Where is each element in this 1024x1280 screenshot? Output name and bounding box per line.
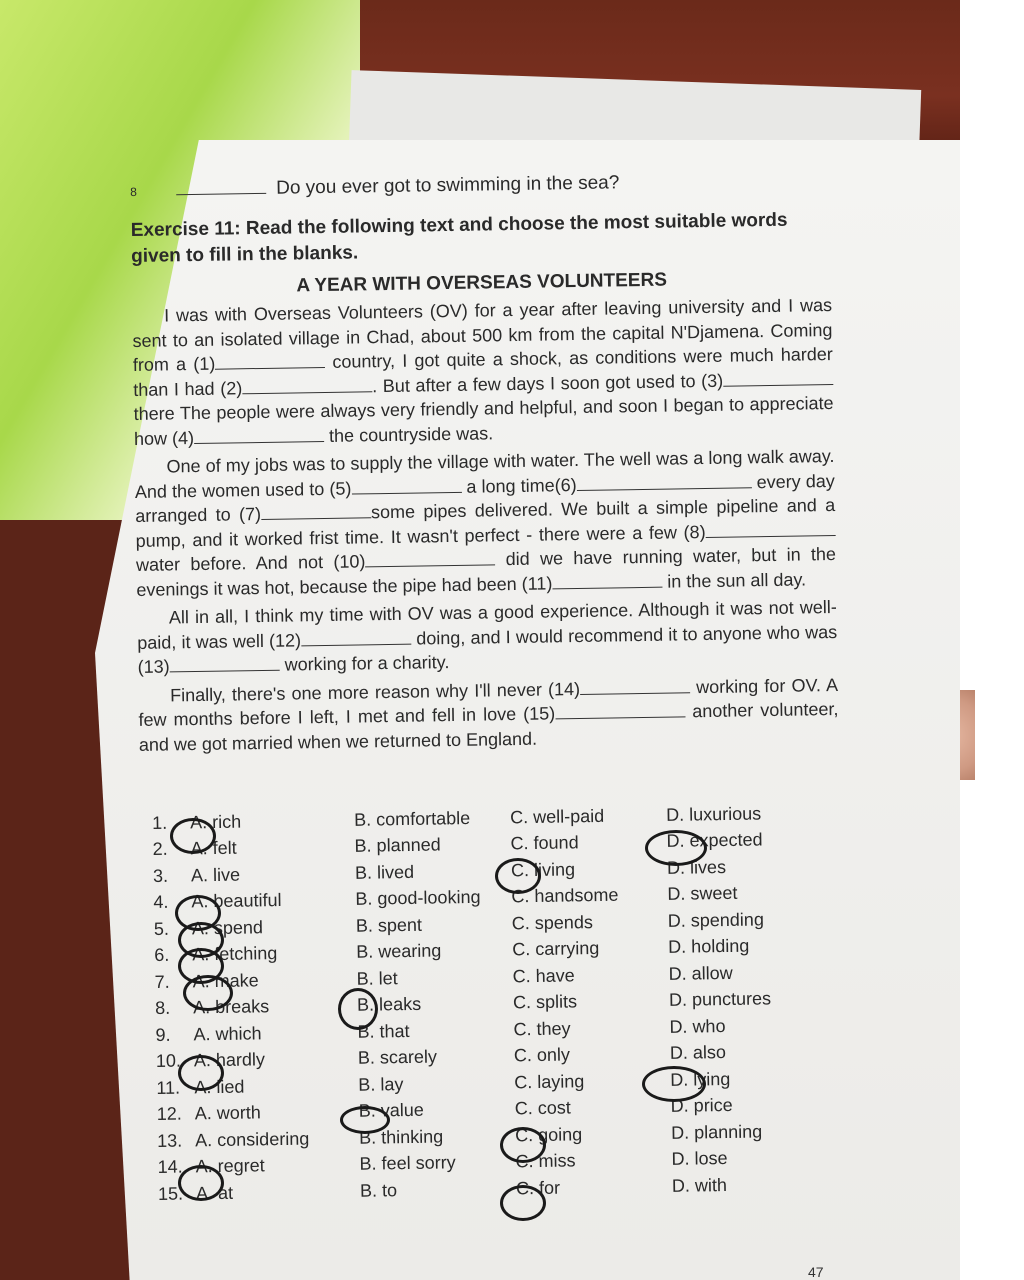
option-d: D. sweet [667,883,738,905]
answer-options-table [152,799,828,1207]
option-d: D. price [670,1095,733,1117]
paragraph-2 [134,444,836,602]
answer-circle-mark [183,975,233,1011]
passage-text: water before. And not (10) [135,551,366,575]
passage-text: a long time(6) [461,474,577,497]
answer-number: 3. [152,865,169,886]
question-text: Do you ever got to swimming in the sea? [275,172,620,199]
blank-11 [552,572,662,589]
option-a: A. beautiful [191,890,282,912]
passage-text: the countryside was. [323,422,494,446]
blank-6 [576,473,751,491]
blank-13 [170,656,280,673]
option-c: C. carrying [512,938,600,960]
option-c: C. they [513,1018,571,1040]
answer-number: 2. [152,839,168,860]
option-d: D. who [669,1015,726,1037]
option-b: B. lived [354,861,415,883]
blank-15 [555,702,685,719]
option-d: D. also [669,1042,727,1064]
paragraph-4 [138,672,839,756]
option-a: A. live [190,864,241,886]
answer-number: 14. [157,1156,183,1178]
passage-text: Finally, there's one more reason why I'll never (14) [169,678,581,705]
option-d: D. with [671,1174,728,1196]
option-a: A. breaks [192,996,270,1018]
exercise-title: Exercise 11: Read the following text and choose the most suitable words given to fill in the blanks. [130,209,788,267]
passage-text: working for OV. A few months before I left, I met and fell in love (15) [138,674,839,730]
passage-text: country, I got quite a shock, as conditions were much harder than I had (2) [133,343,833,400]
option-d: D. allow [668,962,733,984]
answer-circle-mark [500,1185,546,1221]
option-c: C. only [513,1044,571,1066]
answer-number: 5. [153,918,170,939]
option-c: C. cost [514,1097,571,1119]
blank-12 [301,629,411,646]
option-d: D. spending [667,909,765,931]
option-d: D. lose [671,1148,728,1170]
option-c: C. spends [511,911,594,934]
option-c: C. miss [515,1150,576,1172]
option-b: B. good-looking [355,887,481,910]
page-number: 47 [808,1264,824,1280]
white-margin [960,0,1024,1280]
answer-number: 1. [152,812,168,833]
blank-14 [580,678,690,695]
answer-number: 4. [153,892,169,913]
answer-circle-mark [495,858,541,894]
option-c: C. handsome [511,884,619,907]
passage-text: All in all, I think my time with OV was a good experience. Although it was not well-paid, it was well (12) [137,596,837,653]
option-d: D. lying [670,1068,731,1090]
option-a: A. considering [195,1128,310,1151]
passage-text: there The people were always very friendly and helpful, and soon I began to appreciate how (4) [133,392,834,449]
blank-7 [261,503,371,520]
option-c: C. laying [514,1070,585,1093]
answer-number: 13. [157,1130,183,1151]
option-b: B. wearing [356,940,442,963]
option-d: D. luxurious [665,803,762,825]
passage-text: another volunteer, and we got married when we returned to England. [138,698,839,755]
option-a: A. worth [194,1102,261,1124]
answer-circle-mark [645,830,707,866]
answer-circle-mark [642,1066,706,1102]
question-number: 8 [130,184,137,199]
option-a: A. felt [190,837,237,859]
option-c: C. splits [512,991,578,1013]
passage-text: every day arranged to (7) [135,470,835,526]
answer-number: 15. [157,1183,184,1204]
option-c: C. have [512,965,575,987]
option-d: D. planning [670,1121,763,1143]
option-c: C. living [510,859,576,881]
option-a: A. lied [194,1076,245,1098]
answer-circle-mark [338,988,378,1030]
option-d: D. punctures [668,988,772,1011]
option-b: B. to [359,1179,398,1201]
answer-number: 7. [154,971,170,992]
option-b: B. comfortable [354,807,471,830]
answer-number: 11. [156,1077,181,1098]
passage-text: I was with Overseas Volunteers (OV) for a year after leaving university and I was sent to an isolated village in Chad, about 500 km from the capital N'Djamena. Coming from a (1) [132,294,833,375]
answer-circle-mark [178,1165,224,1201]
option-a: A. fetching [192,943,278,965]
blank-4 [194,426,324,443]
passage-text: some pipes delivered. We built a simple pipeline and a pump, and it worked frist time. It wasn't perfect - there were a few (8) [135,494,836,551]
passage-text: doing, and I would recommend it to anyone who was (13) [137,621,838,677]
option-b: B. let [356,967,398,989]
option-c: C. going [514,1124,583,1146]
blank-3 [723,369,833,386]
option-c: C. well-paid [509,805,605,828]
passage-text: in the sun all day. [662,568,807,592]
option-d: D. expected [666,829,763,852]
passage-text: did we have running water, but in the evenings it was hot, because the pipe had been (11) [136,543,837,600]
answer-blank [176,193,266,195]
option-c: C. for [515,1177,561,1199]
answer-number: 6. [154,944,170,966]
answer-circle-mark [500,1127,546,1163]
answer-circle-mark [178,1055,224,1091]
blank-1 [215,353,325,370]
option-b: B. that [357,1020,410,1042]
option-b: B. thinking [359,1126,444,1148]
answer-number: 12. [156,1103,182,1125]
blank-5 [351,477,461,494]
option-b: B. planned [354,834,441,857]
option-b: B. feel sorry [359,1152,456,1175]
option-a: A. hardly [193,1049,266,1071]
answer-number: 10. [155,1050,182,1072]
blank-10 [365,550,495,567]
option-d: D. holding [668,935,750,958]
option-a: A. regret [195,1155,265,1177]
option-b: B. value [358,1100,424,1122]
option-b: B. lay [358,1073,404,1095]
passage-text: working for a charity. [279,652,450,675]
worksheet-text [130,169,839,757]
option-d: D. lives [666,856,727,878]
passage-text: One of my jobs was to supply the village with water. The well was a long walk away. And the women used to (5) [134,445,835,502]
option-a: A. rich [190,811,242,833]
paragraph-1 [132,293,834,451]
passage-title: A YEAR WITH OVERSEAS VOLUNTEERS [296,269,668,297]
blank-2 [242,377,372,394]
option-b: B. spent [355,914,423,936]
option-a: A. which [193,1023,262,1045]
option-b: B. leaks [356,994,422,1016]
option-a: A. at [195,1182,234,1204]
answer-number: 8. [154,997,171,1019]
answer-circle-mark [340,1106,390,1134]
option-a: A. spend [191,917,264,939]
option-a: A. make [192,970,259,992]
paragraph-3 [137,595,838,679]
option-c: C. found [510,832,579,854]
option-b: B. scarely [357,1046,438,1069]
answer-number: 9. [155,1024,171,1045]
answer-circle-mark [170,818,216,854]
passage-text: . But after a few days I soon got used to (3) [372,370,724,396]
blank-8 [705,520,835,537]
